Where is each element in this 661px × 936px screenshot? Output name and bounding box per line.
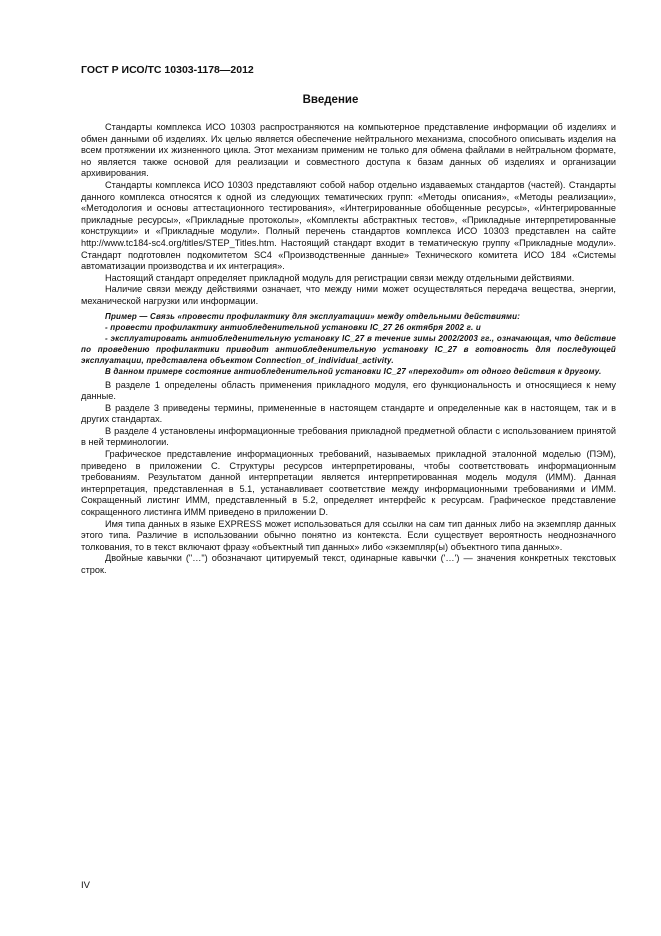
document-code-header: ГОСТ Р ИСО/ТС 10303-1178—2012 (81, 64, 254, 76)
example-line: Пример — Связь «провести профилактику для эксплуатации» между отдельными действиями: (105, 311, 521, 321)
paragraph: В разделе 3 приведены термины, примененные в настоящем стандарте и определенные как в настоящем, так и в других стандартах. (81, 402, 616, 425)
paragraph: Графическое представление информационных требований, называемых прикладной эталонной моделью (ПЭМ), приведено в приложении С. Структуры ресурсов интерпретированы, чтобы соответствовать информационным требованиям. Результатом данной интерпретации является интерпретированная модель модуля (ИММ). Данная интерпретация, представленная в 5.1, устанавливает соответствие между информационными требованиями и ИММ. Сокращенный листинг ИММ, представленный в 5.2, определяет интерфейс к ресурсам. Графическое представление сокращенного листинга ИММ приведено в приложении D. (81, 449, 616, 518)
example-line: - провести профилактику антиобледенительной установки IC_27 26 октября 2002 г. и (105, 322, 481, 332)
section-title: Введение (302, 94, 359, 106)
paragraph: Наличие связи между действиями означает, что между ними может осуществляться передача вещества, энергии, механической нагрузки или информации. (81, 284, 616, 306)
paragraph: Имя типа данных в языке EXPRESS может использоваться для ссылки на сам тип данных либо на экземпляр данных этого типа. Различие в использовании обычно понятно из контекста. Если существует вероятность неоднозначного толкования, то в текст включают фразу «объектный тип данных» либо «экземпляр(ы) объектного типа данных». (81, 518, 616, 552)
paragraph: В разделе 4 установлены информационные требования прикладной предметной области с использованием принятой в ней терминологии. (81, 425, 616, 448)
page-number: IV (81, 880, 90, 891)
body-text (81, 122, 616, 577)
paragraph: Двойные кавычки ("…") обозначают цитируемый текст, одинарные кавычки ('…') — значения конкретных текстовых строк. (81, 553, 616, 575)
paragraph: Стандарты комплекса ИСО 10303 распространяются на компьютерное представление информации об изделиях и обмен данными об изделиях. Их целью является обеспечение нейтрального механизма, способного описывать изделия на всем протяжении их жизненного цикла. Этот механизм применим не только для обмена файлами в нейтральном формате, но является также основой для реализации и совместного доступа к базам данных об изделиях и организации архивирования. (81, 122, 616, 179)
example-line: - эксплуатировать антиобледенительную установку IC_27 в течение зимы 2002/2003 гг., означающая, что действие по проведению профилактики приводит антиобледенительную установку IC_27 в готовность для последующей эксплуатации, представлена объектом Connection_of_individual_activity. (81, 333, 616, 365)
example-block (81, 311, 616, 377)
paragraph: В разделе 1 определены область применения прикладного модуля, его функциональность и относящиеся к нему данные. (81, 379, 616, 402)
example-line: В данном примере состояние антиобледенительной установки IC_27 «переходит» от одного действия к другому. (105, 366, 602, 376)
paragraph: Стандарты комплекса ИСО 10303 представляют собой набор отдельно издаваемых стандартов (частей). Стандарты данного комплекса относятся к одной из следующих тематических групп: «Методы описания», «Методы реализации», «Методология и основы аттестационного тестирования», «Интегрированные обобщенные ресурсы», «Интегрированные прикладные ресурсы», «Прикладные протоколы», «Комплекты абстрактных тестов», «Прикладные интерпретированные конструкции» и «Прикладные модули». Полный перечень стандартов комплекса ИСО 10303 представлен на сайте http://www.tc184-sc4.org/titles/STEP_Titles.htm. Настоящий стандарт входит в тематическую группу «Прикладные модули». Стандарт подготовлен подкомитетом SC4 «Производственные данные» Технического комитета ИСО 184 «Системы автоматизации производства и их интеграция». (81, 179, 616, 272)
paragraph: Настоящий стандарт определяет прикладной модуль для регистрации связи между отдельными действиями. (105, 272, 575, 283)
